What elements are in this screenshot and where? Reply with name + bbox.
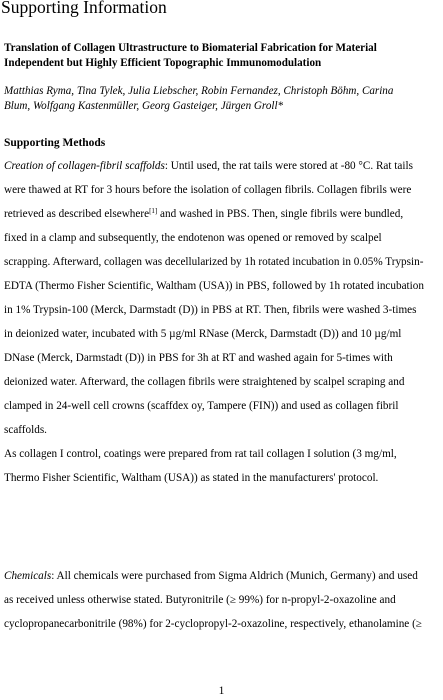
author-line: Matthias Ryma, Tina Tylek, Julia Liebscher, Robin Fernandez, Christoph Böhm, Carina <box>4 85 394 97</box>
text-line <box>4 159 413 173</box>
paragraph-label: Creation of collagen-fibril scaffolds <box>4 160 165 172</box>
text-run: : All chemicals were purchased from Sigma Aldrich (Munich, Germany) and used <box>51 570 418 582</box>
section-heading: Supporting Methods <box>4 137 106 149</box>
text-line: clamped in 24-well cell crowns (scaffdex oy, Tampere (FIN)) and used as collagen fibril <box>4 400 399 412</box>
text-line: Thermo Fisher Scientific, Waltham (USA)) as stated in the manufacturers' protocol. <box>4 472 379 484</box>
text-line: in 1% Trypsin-100 (Merck, Darmstadt (D)) in PBS at RT. Then, fibrils were washed 3-times <box>4 304 417 316</box>
text-line <box>4 569 418 583</box>
title-line: Translation of Collagen Ultrastructure to Biomaterial Fabrication for Material <box>4 42 377 54</box>
paragraph-label: Chemicals <box>4 570 52 582</box>
text-run: retrieved as described elsewhere <box>4 208 150 220</box>
text-line: as received unless otherwise stated. Butyronitrile (≥ 99%) for n-propyl-2-oxazoline and <box>4 594 396 606</box>
page-number: 1 <box>218 685 225 697</box>
text-line: cyclopropanecarbonitrile (98%) for 2-cyclopropyl-2-oxazoline, respectively, ethanolamine (≥ <box>4 618 422 630</box>
text-run: : Until used, the rat tails were stored at -80 °C. Rat tails <box>164 160 413 172</box>
text-line: DNase (Merck, Darmstadt (D)) in PBS for 3h at RT and washed again for 5-times with <box>4 352 393 364</box>
text-line: were thawed at RT for 3 hours before the isolation of collagen fibrils. Collagen fibrils were <box>4 184 412 196</box>
text-line: scaffolds. <box>4 424 47 436</box>
text-line: scrapping. Afterward, collagen was decellularized by 1h rotated incubation in 0.05% Trypsin- <box>4 256 424 268</box>
text-line: fixed in a clamp and subsequently, the endotenon was opened or removed by scalpel <box>4 232 382 244</box>
text-line: EDTA (Thermo Fisher Scientific, Waltham (USA)) in PBS, followed by 1h rotated incubation <box>4 280 424 292</box>
text-line: As collagen I control, coatings were prepared from rat tail collagen I solution (3 mg/ml, <box>4 448 397 460</box>
text-line <box>4 207 403 221</box>
citation-reference: [1] <box>149 207 158 215</box>
author-list <box>4 84 438 113</box>
text-run: and washed in PBS. Then, single fibrils were bundled, <box>157 208 404 220</box>
title-line: Independent but Highly Efficient Topographic Immunomodulation <box>4 56 322 69</box>
paper-title <box>4 41 438 70</box>
author-line: Blum, Wolfgang Kastenmüller, Georg Gasteiger, Jürgen Groll* <box>4 99 284 112</box>
page-heading: Supporting Information <box>1 0 167 17</box>
text-line: deionized water. Afterward, the collagen fibrils were straightened by scalpel scraping and <box>4 376 405 388</box>
text-line: in deionized water, incubated with 5 µg/ml RNase (Merck, Darmstadt (D)) and 10 µg/ml <box>4 328 402 340</box>
